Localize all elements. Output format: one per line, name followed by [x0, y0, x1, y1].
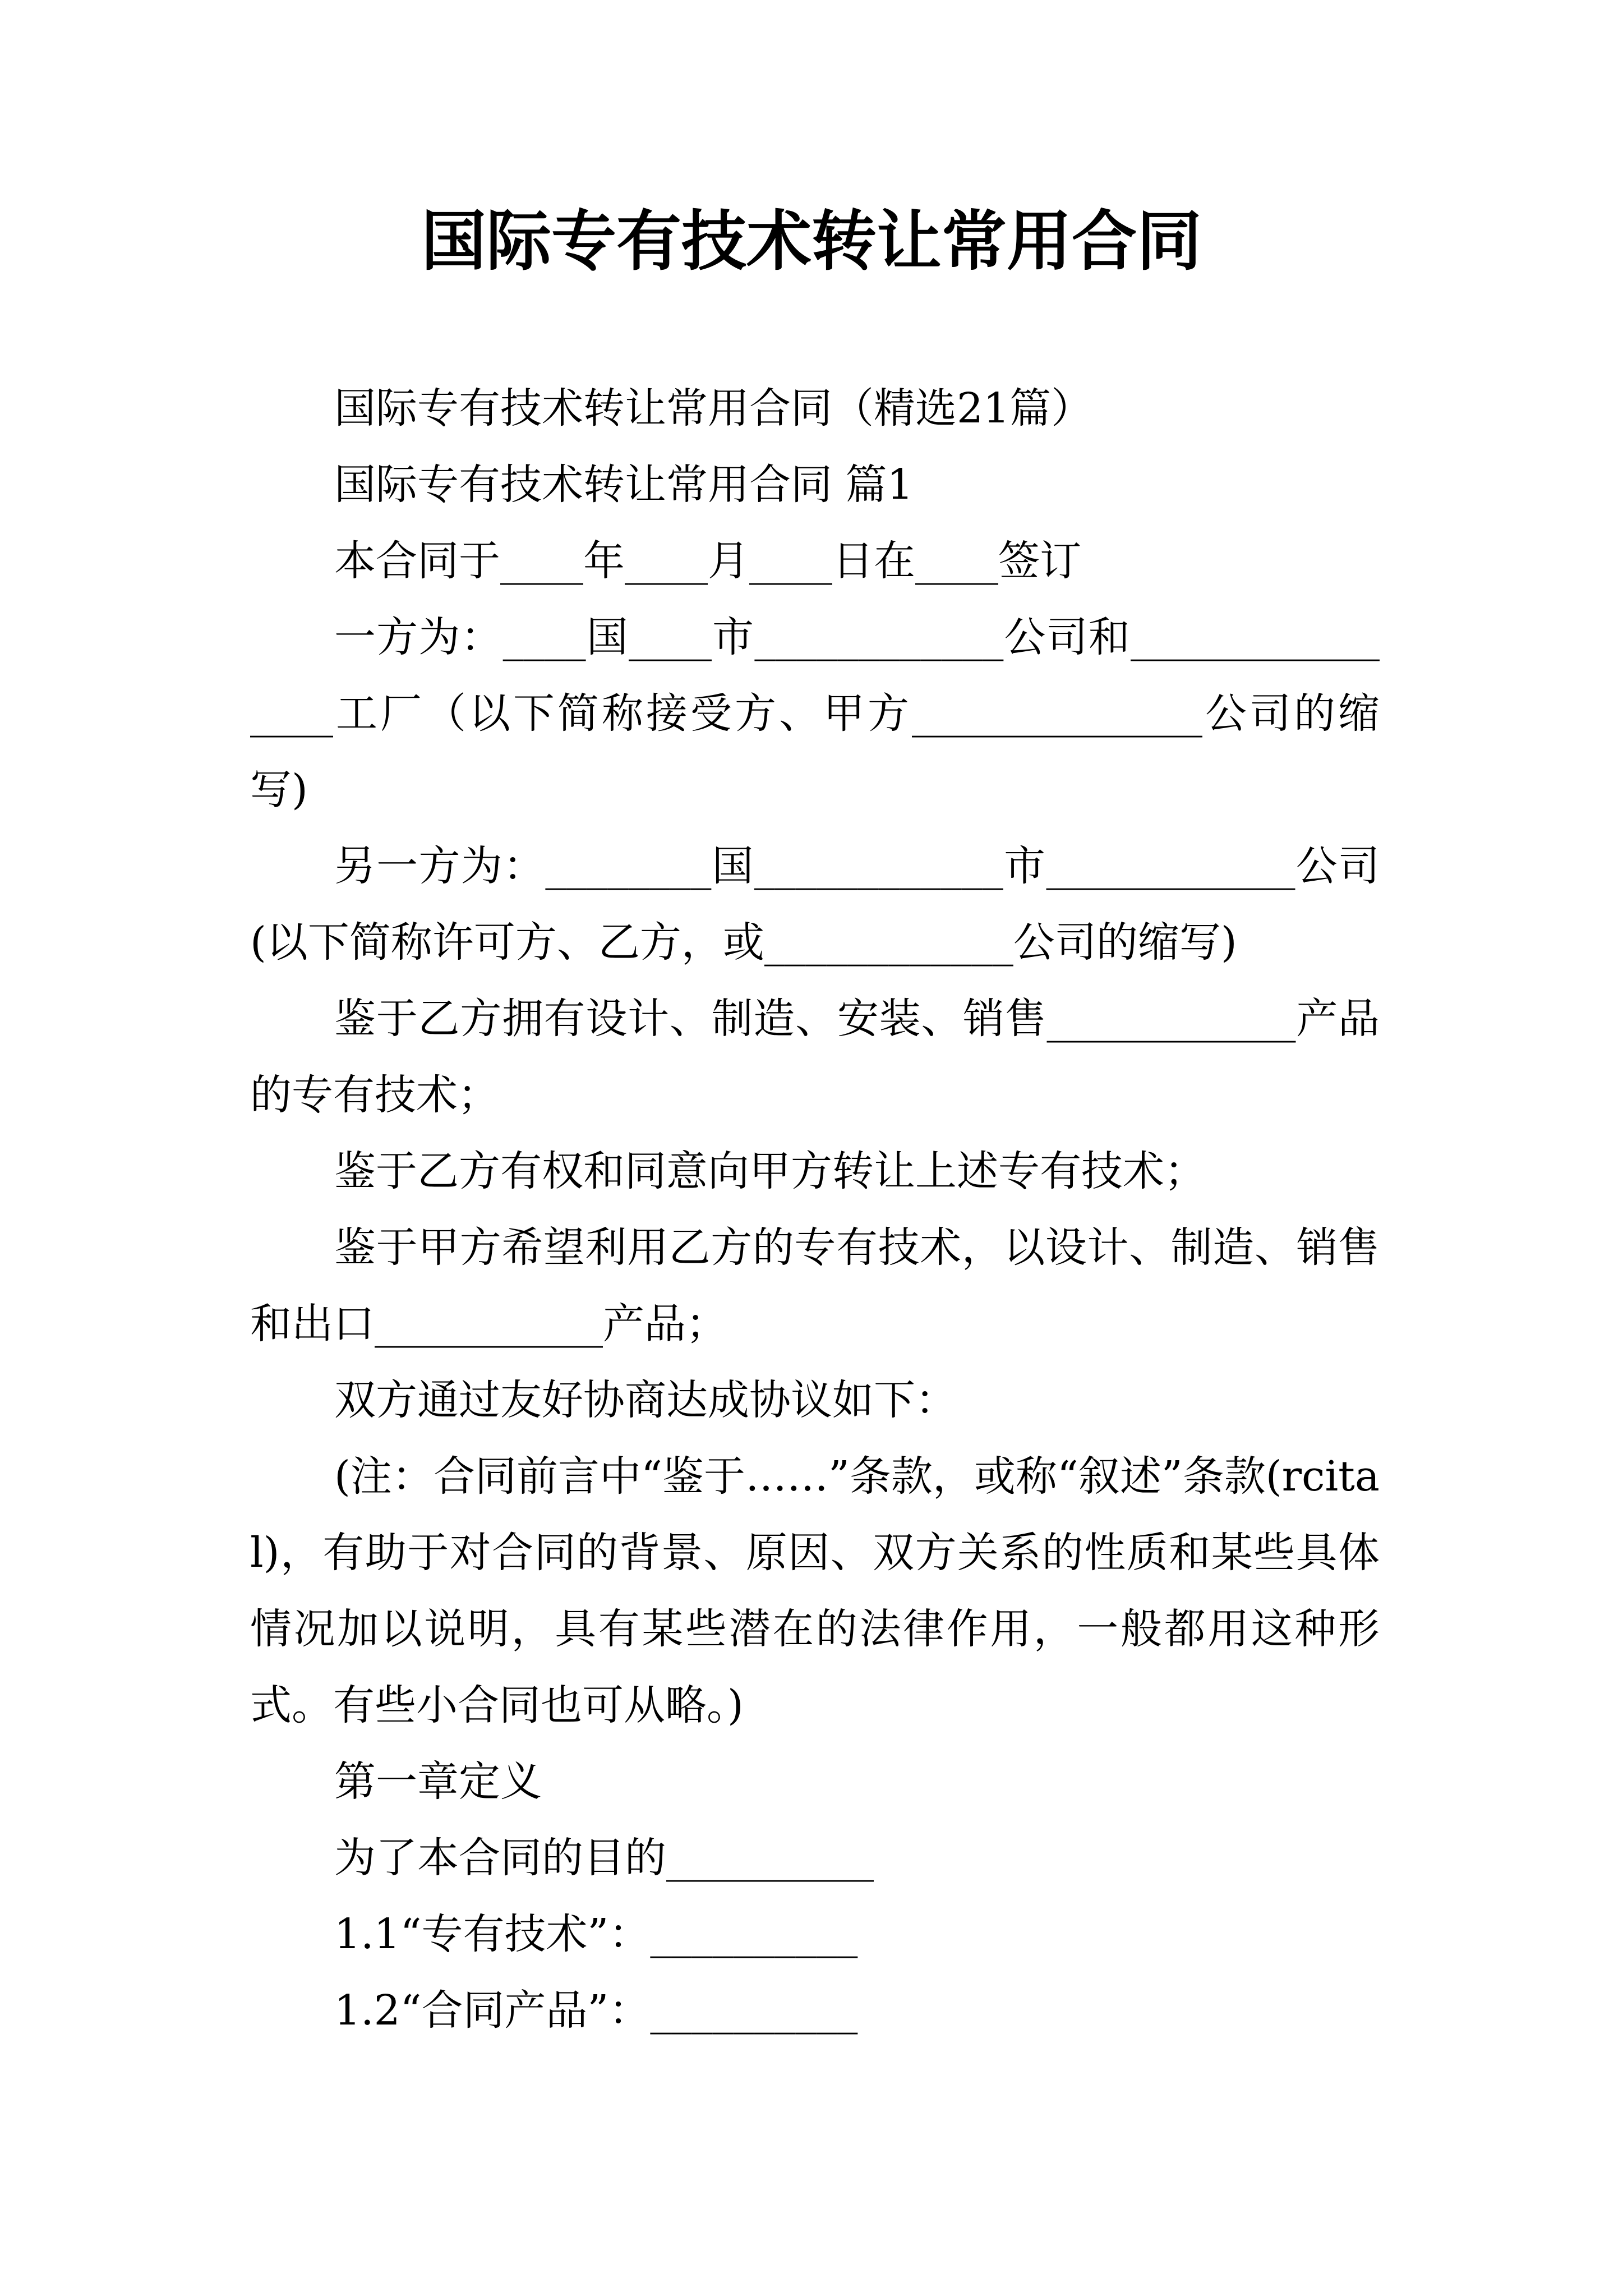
- paragraph-whereas-3: 鉴于甲方希望利用乙方的专有技术，以设计、制造、销售和出口___________产品；: [250, 1223, 1380, 1348]
- paragraph-section-heading: 国际专有技术转让常用合同 篇1: [334, 461, 914, 509]
- paragraph-definition-1-2: 1.2“合同产品”：__________: [334, 1986, 858, 2035]
- paragraph-whereas-2: 鉴于乙方有权和同意向甲方转让上述专有技术；: [334, 1147, 1206, 1195]
- paragraph-definition-1-1: 1.1“专有技术”：__________: [334, 1910, 858, 1958]
- paragraph-agreement: 双方通过友好协商达成协议如下：: [334, 1376, 957, 1424]
- paragraph-party-a: 一方为：____国____市____________公司和________________工厂（以下简称接受方、甲方______________公司的缩写): [250, 613, 1380, 814]
- paragraph-party-b: 另一方为：________国____________市____________公司(以下简称许可方、乙方，或____________公司的缩写): [250, 842, 1380, 967]
- paragraph-subtitle: 国际专有技术转让常用合同（精选21篇）: [334, 384, 1093, 432]
- document-body: [250, 370, 1380, 2049]
- paragraph-whereas-1: 鉴于乙方拥有设计、制造、安装、销售____________产品的专有技术；: [250, 995, 1380, 1119]
- paragraph-signing-date: 本合同于____年____月____日在____签订: [334, 537, 1081, 585]
- paragraph-note: (注：合同前言中“鉴于……”条款，或称“叙述”条款(rcital)，有助于对合同的背景、原因、双方关系的性质和某些具体情况加以说明，具有某些潜在的法律作用，一般都用这种形式。有些小合同也可从略。): [250, 1452, 1380, 1729]
- paragraph-chapter-heading: 第一章定义: [334, 1757, 542, 1806]
- document-title: 国际专有技术转让常用合同: [421, 203, 1202, 279]
- paragraph-purpose: 为了本合同的目的__________: [334, 1834, 874, 1882]
